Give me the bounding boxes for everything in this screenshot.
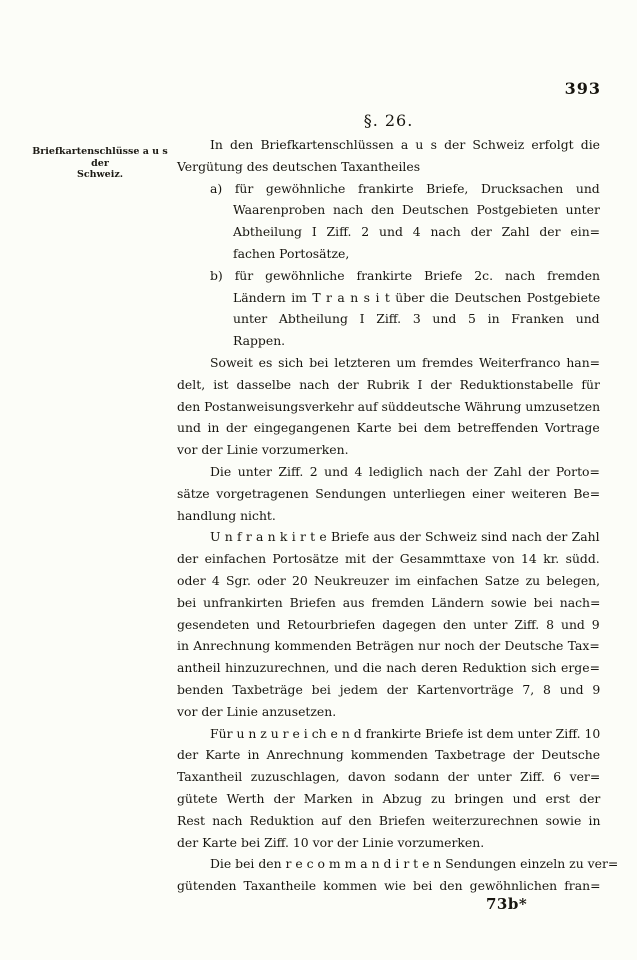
text-line	[177, 570, 600, 592]
text-line	[177, 766, 600, 788]
page-number: 393	[564, 79, 601, 98]
text-line	[177, 308, 600, 330]
text-line-content: vor der Linie anzusetzen.	[177, 703, 337, 719]
text-line	[177, 810, 600, 832]
text-line	[177, 548, 600, 570]
text-line	[177, 614, 600, 636]
text-line-content: vor der Linie vorzumerken.	[177, 442, 349, 458]
margin-note-line-2: Schweiz.	[76, 169, 124, 180]
text-line	[177, 635, 600, 657]
text-line-content: in Anrechnung kommenden Beträgen nur noch der Deutsche Tax=	[177, 638, 600, 654]
text-line	[177, 439, 600, 461]
text-line-content: handlung nicht.	[177, 507, 276, 523]
text-line	[177, 265, 600, 287]
text-line-content: Die unter Ziff. 2 und 4 lediglich nach der Zahl der Porto=	[210, 463, 600, 479]
text-line-content: delt, ist dasselbe nach der Rubrik I der Reduktionstabelle für	[177, 376, 600, 392]
text-line-content: bei unfrankirten Briefen aus fremden Ländern sowie bei nach=	[177, 594, 601, 610]
text-line-content: benden Taxbeträge bei jedem der Kartenvorträge 7, 8 und 9	[177, 681, 601, 697]
text-line	[177, 461, 600, 483]
text-line	[177, 134, 600, 156]
text-line-content: den Postanweisungsverkehr auf süddeutsche Währung umzusetzen	[177, 398, 601, 414]
text-line-content: Rappen.	[233, 333, 286, 349]
signature-mark: 73b*	[486, 895, 528, 913]
text-line-content: In den Briefkartenschlüssen a u s der Schweiz erfolgt die	[210, 137, 600, 152]
text-line	[177, 701, 600, 723]
list-marker: a)	[210, 180, 235, 196]
text-line	[177, 679, 600, 701]
text-line-content: Ländern im T r a n s i t über die Deutschen Postgebiete	[233, 289, 601, 305]
body-text	[177, 134, 619, 897]
text-line	[177, 221, 600, 243]
text-line-content: Waarenproben nach den Deutschen Postgebieten unter	[233, 202, 600, 218]
text-line	[177, 417, 600, 439]
text-line	[177, 788, 600, 810]
text-line-content: gesendeten und Retourbriefen dagegen den unter Ziff. 8 und 9	[177, 616, 600, 632]
text-line	[177, 330, 600, 352]
text-line	[177, 744, 600, 766]
text-line	[177, 853, 619, 875]
text-line	[177, 832, 600, 854]
text-line	[177, 178, 600, 200]
text-line	[177, 199, 600, 221]
text-line-content: U n f r a n k i r t e Briefe aus der Schweiz sind nach der Zahl	[210, 529, 600, 545]
text-line-content: der Karte bei Ziff. 10 vor der Linie vorzumerken.	[177, 834, 485, 850]
section-heading: §. 26.	[363, 111, 414, 130]
text-line	[177, 352, 600, 374]
text-line-content: antheil hinzuzurechnen, und die nach deren Reduktion sich erge=	[177, 660, 600, 676]
text-line-content: Abtheilung I Ziff. 2 und 4 nach der Zahl der ein=	[233, 224, 601, 240]
text-line-content: unter Abtheilung I Ziff. 3 und 5 in Franken und	[233, 311, 600, 327]
text-line	[177, 526, 600, 548]
text-line-content: und in der eingegangenen Karte bei dem betreffenden Vortrage	[177, 420, 600, 436]
text-line	[177, 243, 600, 265]
text-line-content: b) für gewöhnliche frankirte Briefe 2c. nach fremden	[210, 267, 601, 283]
text-line-content: Die bei den r e c o m m a n d i r t e n Sendungen einzeln zu ver=	[210, 856, 619, 872]
text-line	[177, 505, 600, 527]
text-line-content: der einfachen Portosätze mit der Gesammttaxe von 14 kr. südd.	[177, 551, 600, 567]
text-line-content: gütenden Taxantheile kommen wie bei den gewöhnlichen fran=	[177, 878, 601, 894]
text-line-content: gütete Werth der Marken in Abzug zu bringen und erst der	[177, 790, 601, 806]
text-line-content: a) für gewöhnliche frankirte Briefe, Drucksachen und	[210, 180, 600, 196]
text-line	[177, 483, 600, 505]
list-marker: b)	[210, 267, 235, 283]
margin-note	[26, 146, 174, 181]
text-line	[177, 374, 600, 396]
margin-note-line-1: Briefkartenschlüsse a u s der	[32, 146, 168, 169]
text-line-content: Für u n z u r e i ch e n d frankirte Briefe ist dem unter Ziff. 10	[210, 725, 601, 741]
text-line	[177, 287, 600, 309]
text-line-content: Vergütung des deutschen Taxantheiles	[177, 158, 421, 174]
text-line-content: sätze vorgetragenen Sendungen unterliegen einer weiteren Be=	[177, 485, 601, 501]
text-line-content: Taxantheil zuzuschlagen, davon sodann der unter Ziff. 6 ver=	[177, 769, 601, 785]
text-line-content: Soweit es sich bei letzteren um fremdes Weiterfranco han=	[210, 354, 601, 370]
text-line	[177, 875, 600, 897]
text-line	[177, 657, 600, 679]
text-line-content: oder 4 Sgr. oder 20 Neukreuzer im einfachen Satze zu belegen,	[177, 572, 601, 588]
text-line	[177, 156, 600, 178]
text-line-content: Rest nach Reduktion auf den Briefen weiterzurechnen sowie in	[177, 812, 601, 828]
text-line	[177, 592, 600, 614]
text-line-content: der Karte in Anrechnung kommenden Taxbetrage der Deutsche	[177, 747, 601, 763]
text-line	[177, 723, 600, 745]
text-line	[177, 396, 600, 418]
text-line-content: fachen Portosätze,	[233, 245, 350, 261]
